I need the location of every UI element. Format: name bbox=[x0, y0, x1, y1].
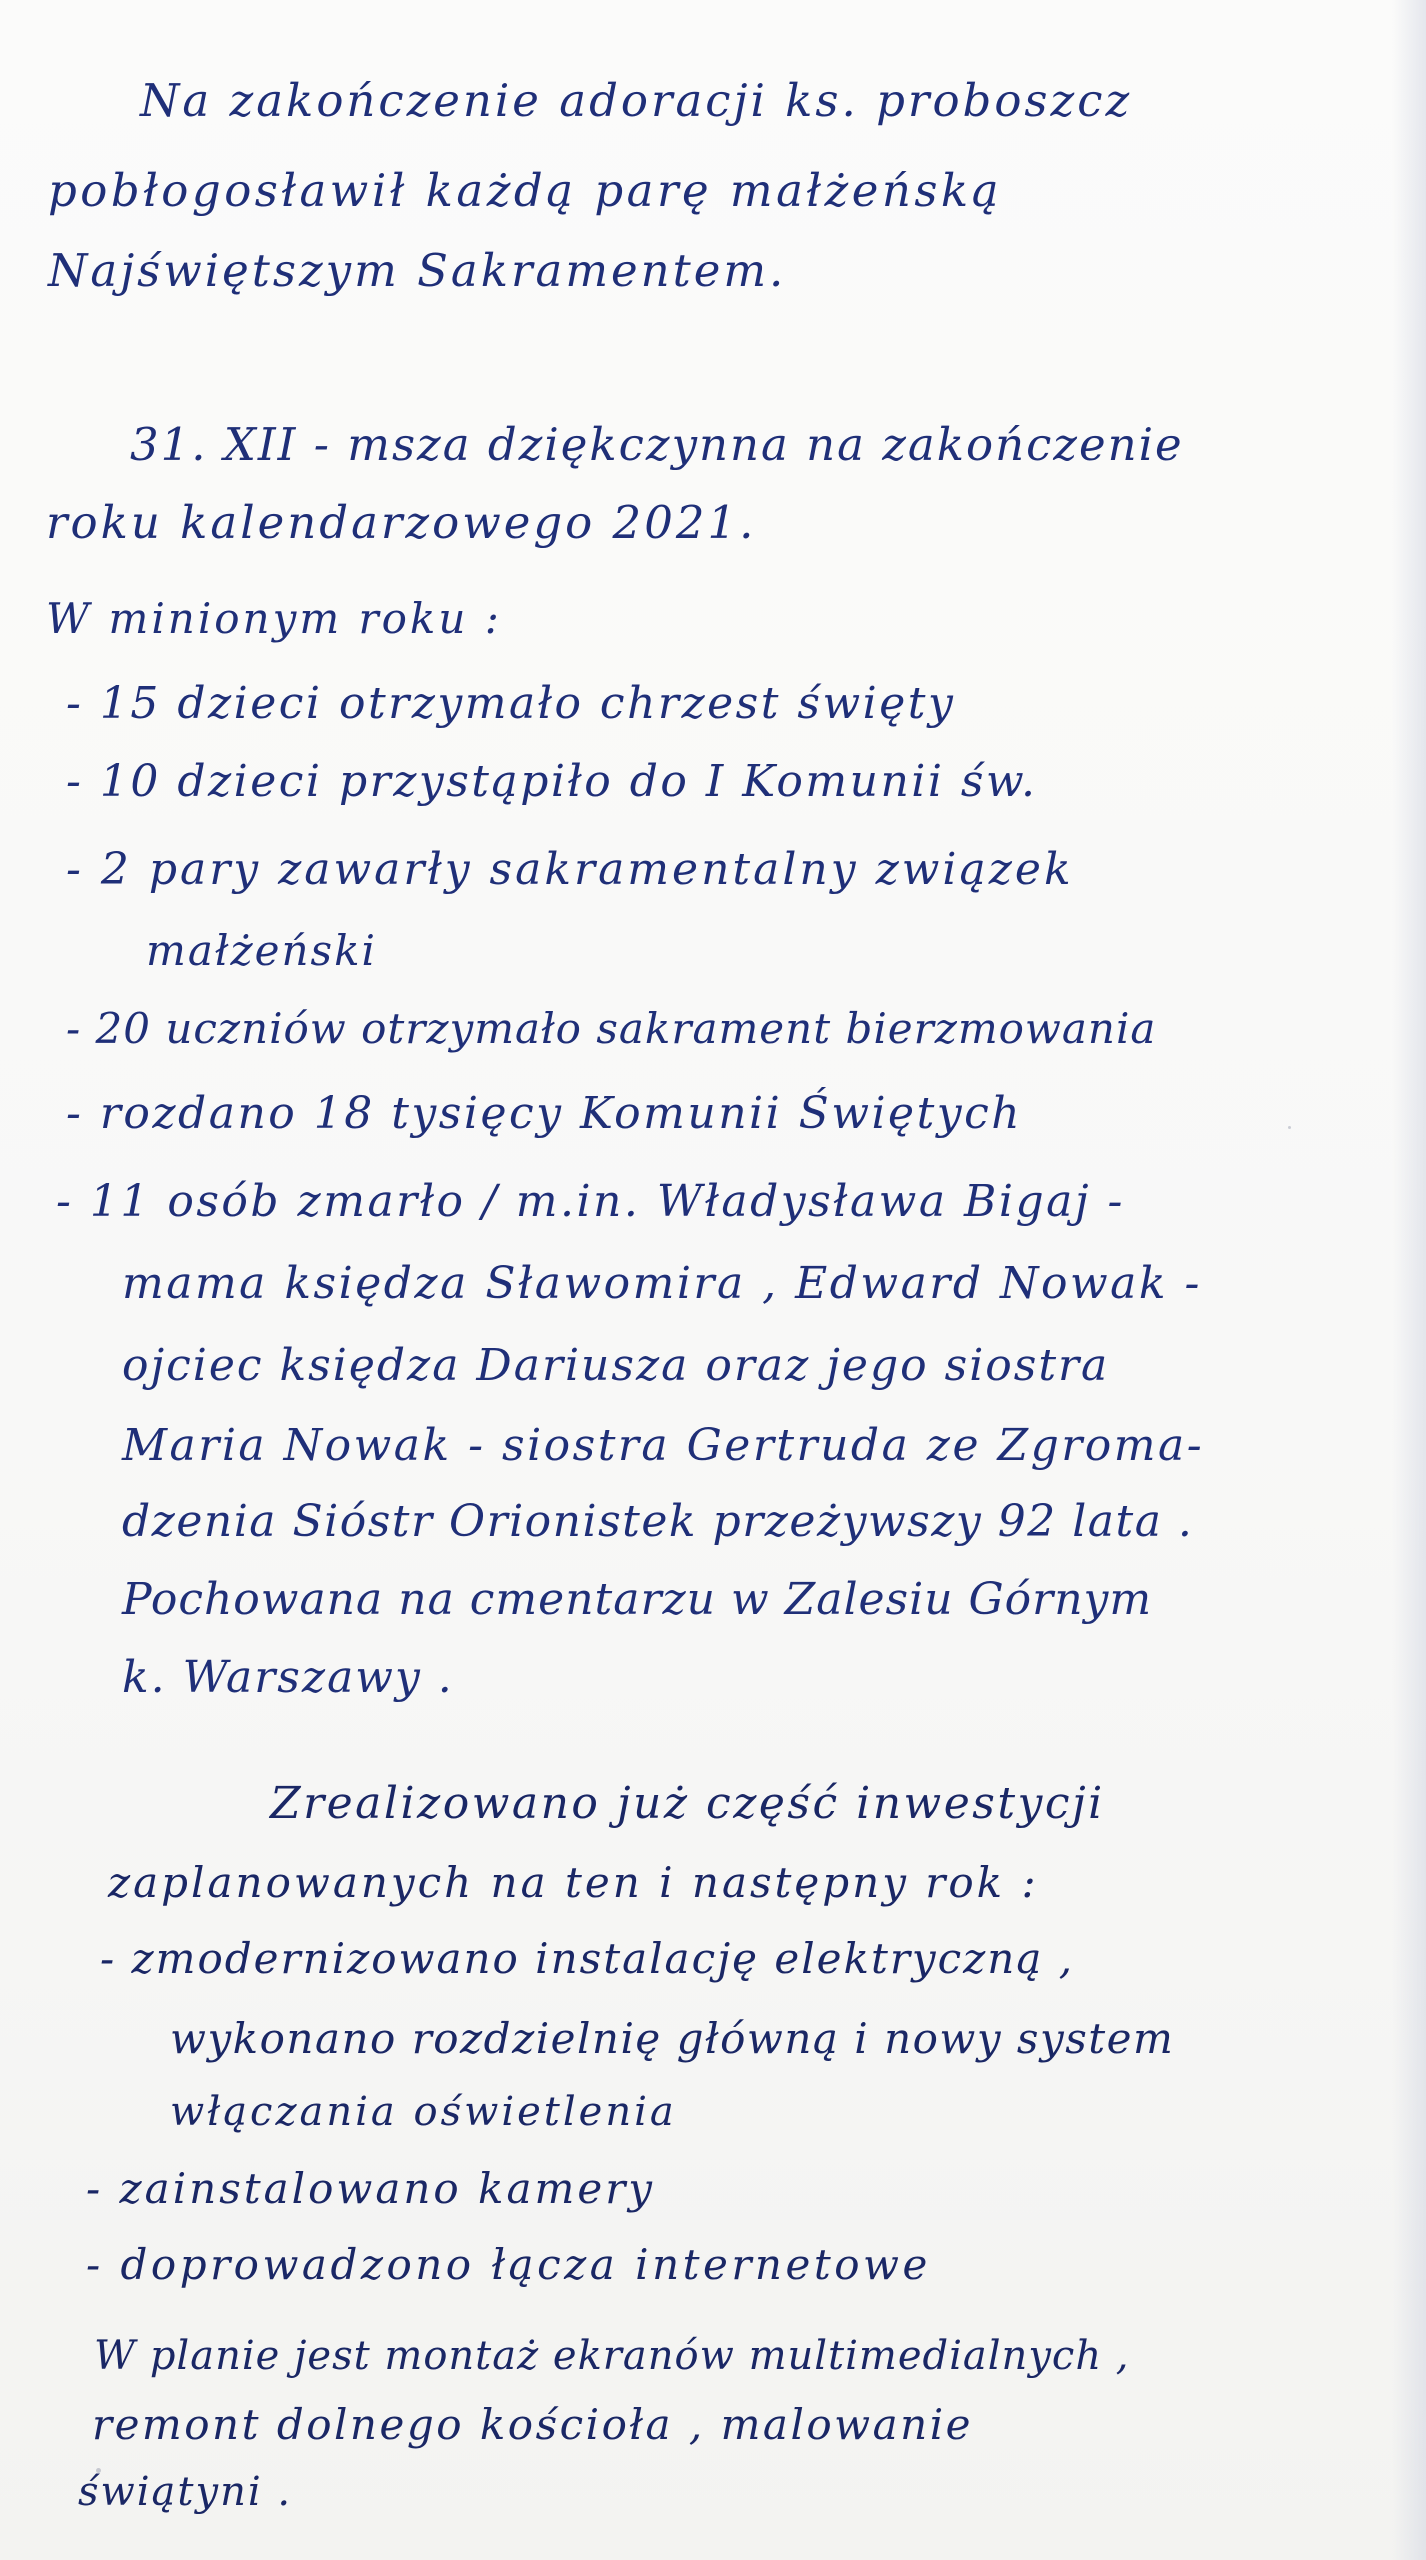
handwritten-line: - zainstalowano kamery bbox=[86, 2164, 656, 2213]
handwritten-line: dzenia Sióstr Orionistek przeżywszy 92 lata . bbox=[122, 1496, 1194, 1547]
handwritten-line: Maria Nowak - siostra Gertruda ze Zgroma- bbox=[122, 1420, 1205, 1471]
handwritten-line: ojciec księdza Dariusza oraz jego siostra bbox=[122, 1340, 1110, 1391]
handwritten-line: - zmodernizowano instalację elektryczną , bbox=[100, 1934, 1075, 1983]
handwritten-line: zaplanowanych na ten i następny rok : bbox=[108, 1858, 1039, 1907]
handwritten-line: W minionym roku : bbox=[46, 594, 502, 643]
handwritten-line: - 11 osób zmarło / m.in. Władysława Bigaj - bbox=[56, 1176, 1125, 1227]
handwritten-line: - rozdano 18 tysięcy Komunii Świętych bbox=[66, 1088, 1023, 1139]
handwritten-line: małżeński bbox=[146, 926, 377, 975]
handwritten-line: Zrealizowano już część inwestycji bbox=[270, 1778, 1105, 1829]
handwritten-line: Najświętszym Sakramentem. bbox=[48, 244, 787, 297]
handwritten-line: remont dolnego kościoła , malowanie bbox=[92, 2400, 974, 2449]
handwritten-line: - doprowadzono łącza internetowe bbox=[86, 2240, 931, 2289]
handwritten-line: mama księdza Sławomira , Edward Nowak - bbox=[122, 1258, 1202, 1309]
paper-speck bbox=[1288, 1126, 1291, 1129]
handwritten-line: - 15 dzieci otrzymało chrzest święty bbox=[66, 678, 956, 729]
handwritten-line: włączania oświetlenia bbox=[170, 2089, 677, 2135]
paper-speck bbox=[96, 2468, 101, 2473]
handwritten-line: wykonano rozdzielnię główną i nowy system bbox=[170, 2014, 1175, 2063]
page-edge-shadow bbox=[1392, 0, 1426, 2560]
handwritten-line: W planie jest montaż ekranów multimedialnych , bbox=[94, 2333, 1130, 2379]
handwritten-line: - 10 dzieci przystąpiło do I Komunii św. bbox=[66, 756, 1038, 807]
handwritten-line: - 20 uczniów otrzymało sakrament bierzmowania bbox=[66, 1004, 1157, 1053]
handwritten-line: świątyni . bbox=[78, 2469, 293, 2515]
handwritten-line: pobłogosławił każdą parę małżeńską bbox=[48, 164, 1003, 217]
handwritten-line: roku kalendarzowego 2021. bbox=[46, 496, 757, 549]
handwritten-line: Na zakończenie adoracji ks. proboszcz bbox=[140, 74, 1133, 127]
handwritten-line: Pochowana na cmentarzu w Zalesiu Górnym bbox=[122, 1574, 1153, 1625]
handwritten-line: 31. XII - msza dziękczynna na zakończenie bbox=[130, 418, 1184, 471]
handwritten-line: - 2 pary zawarły sakramentalny związek bbox=[66, 844, 1074, 895]
handwritten-line: k. Warszawy . bbox=[122, 1652, 454, 1703]
